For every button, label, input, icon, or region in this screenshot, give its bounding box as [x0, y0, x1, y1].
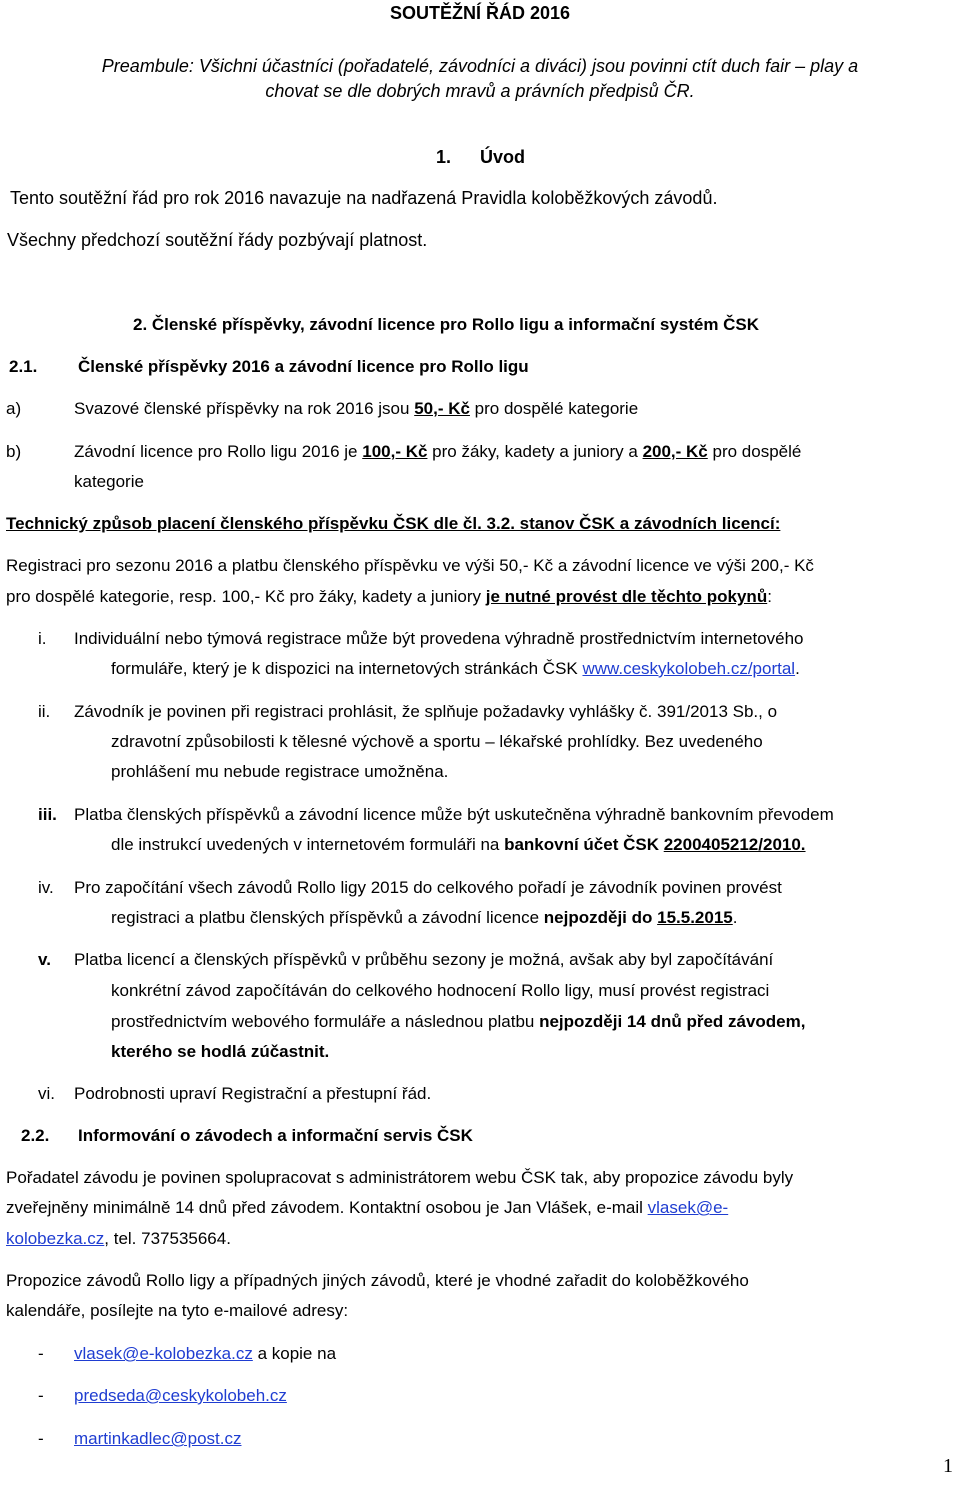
item-ii-line-3: prohlášení mu nebude registrace umožněna. — [111, 762, 449, 781]
section-1-line-2: Všechny předchozí soutěžní řády pozbývají platnost. — [7, 230, 428, 250]
section-1-heading: Úvod — [480, 147, 525, 167]
section-1-line-1: Tento soutěžní řád pro rok 2016 navazuje na nadřazená Pravidla koloběžkových závodů. — [10, 188, 718, 208]
section-1-number: 1. — [436, 147, 452, 167]
item-ii-number: ii. — [38, 702, 51, 721]
item-v-line-4: kterého se hodlá zúčastnit. — [111, 1042, 330, 1061]
item-b-line-2: kategorie — [74, 472, 144, 491]
document-title: SOUTĚŽNÍ ŘÁD 2016 — [389, 3, 571, 23]
email-list-item-3 — [74, 1428, 242, 1450]
section-2-2-number: 2.2. — [21, 1126, 50, 1145]
registration-line-1: Registraci pro sezonu 2016 a platbu členského příspěvku ve výši 50,- Kč a závodní licence ve výši 200,- Kč — [6, 556, 814, 575]
item-iv-line-2: registraci a platbu členských příspěvků a závodní licence nejpozději do 15.5.2015. — [111, 908, 738, 927]
item-i-line-1: Individuální nebo týmová registrace může být provedena výhradně prostřednictvím internetového — [74, 629, 804, 648]
email-link-martinkadlec[interactable]: martinkadlec@post.cz — [74, 1429, 242, 1448]
portal-link[interactable]: www.ceskykolobeh.cz/portal — [582, 659, 796, 678]
email-list-dash-1: - — [38, 1344, 44, 1363]
item-iv-line-1: Pro započítání všech závodů Rollo ligy 2015 do celkového pořadí je závodník povinen provést — [74, 878, 782, 897]
section-2-heading: 2. Členské příspěvky, závodní licence pro Rollo ligu a informační systém ČSK — [133, 315, 760, 334]
item-vi-line-1: Podrobnosti upraví Registrační a přestupní řád. — [74, 1084, 432, 1103]
item-a-label: a) — [6, 399, 22, 418]
info-p1-line-1: Pořadatel závodu je povinen spolupracovat s administrátorem webu ČSK tak, aby propozice závodu byly — [6, 1168, 794, 1187]
item-b-text: Závodní licence pro Rollo ligu 2016 je 100,- Kč pro žáky, kadety a juniory a 200,- Kč pro dospělé — [74, 442, 802, 461]
info-p1-line-3: kolobezka.cz, tel. 737535664. — [6, 1229, 231, 1248]
page-number: 1 — [943, 1455, 953, 1477]
vlasek-email-link-part-2[interactable]: kolobezka.cz — [6, 1229, 105, 1248]
email-link-vlasek[interactable]: vlasek@e-kolobezka.cz — [74, 1344, 253, 1363]
item-v-line-2: konkrétní závod započítáván do celkového hodnocení Rollo ligy, musí provést registraci — [111, 981, 770, 1000]
section-2-2-heading: Informování o závodech a informační servis ČSK — [78, 1126, 473, 1145]
item-a-text: Svazové členské příspěvky na rok 2016 jsou 50,- Kč pro dospělé kategorie — [74, 399, 639, 418]
item-iii-line-2: dle instrukcí uvedených v internetovém formuláři na bankovní účet ČSK 2200405212/2010. — [111, 835, 806, 854]
preamble-line-1: Preambule: Všichni účastníci (pořadatelé, závodníci a diváci) jsou povinni ctít duch fair – play a — [101, 56, 859, 76]
amount-200: 200,- Kč — [642, 442, 708, 461]
item-ii-line-1: Závodník je povinen při registraci prohlásit, že splňuje požadavky vyhlášky č. 391/2013 Sb., o — [74, 702, 778, 721]
item-iv-number: iv. — [38, 878, 54, 897]
item-b-label: b) — [6, 442, 22, 461]
item-vi-number: vi. — [38, 1084, 55, 1103]
preamble-line-2: chovat se dle dobrých mravů a právních předpisů ČR. — [265, 81, 695, 101]
item-i-line-2: formuláře, který je k dispozici na internetových stránkách ČSK www.ceskykolobeh.cz/portal. — [111, 659, 800, 678]
item-v-line-3: prostřednictvím webového formuláře a následnou platbu nejpozději 14 dnů před závodem, — [111, 1012, 806, 1031]
email-list-dash-3: - — [38, 1429, 44, 1448]
item-iii-number: iii. — [38, 805, 57, 824]
registration-line-2: pro dospělé kategorie, resp. 100,- Kč pro žáky, kadety a juniory je nutné provést dle těchto pokynů: — [6, 587, 772, 606]
email-list-dash-2: - — [38, 1386, 44, 1405]
bank-account: 2200405212/2010. — [663, 835, 806, 854]
amount-100: 100,- Kč — [362, 442, 428, 461]
item-iii-line-1: Platba členských příspěvků a závodní licence může být uskutečněna výhradně bankovním převodem — [74, 805, 834, 824]
info-p2-line-1: Propozice závodů Rollo ligy a případných jiných závodů, které je vhodné zařadit do koloběžkového — [6, 1271, 749, 1290]
item-v-number: v. — [38, 950, 51, 969]
deadline-date: 15.5.2015 — [657, 908, 733, 927]
vlasek-email-link-part-1[interactable]: vlasek@e- — [647, 1198, 729, 1217]
info-p1-line-2: zveřejněny minimálně 14 dnů před závodem. Kontaktní osobou je Jan Vlášek, e-mail vlasek@e- — [6, 1198, 729, 1217]
email-link-predseda[interactable]: predseda@ceskykolobeh.cz — [74, 1386, 287, 1405]
info-p2-line-2: kalendáře, posílejte na tyto e-mailové adresy: — [6, 1301, 349, 1320]
tech-payment-heading: Technický způsob placení členského příspěvku ČSK dle čl. 3.2. stanov ČSK a závodních licencí: — [6, 514, 781, 533]
email-list-item-1: vlasek@e-kolobezka.cz a kopie na — [74, 1344, 337, 1363]
section-2-1-heading: Členské příspěvky 2016 a závodní licence pro Rollo ligu — [78, 357, 529, 376]
email-list-item-2 — [74, 1385, 287, 1407]
amount-50: 50,- Kč — [414, 399, 470, 418]
item-i-number: i. — [38, 629, 47, 648]
section-2-1-number: 2.1. — [9, 357, 38, 376]
item-ii-line-2: zdravotní způsobilosti k tělesné výchově a sportu – lékařské prohlídky. Bez uvedeného — [111, 732, 763, 751]
item-v-line-1: Platba licencí a členských příspěvků v průběhu sezony je možná, avšak aby byl započítávání — [74, 950, 774, 969]
